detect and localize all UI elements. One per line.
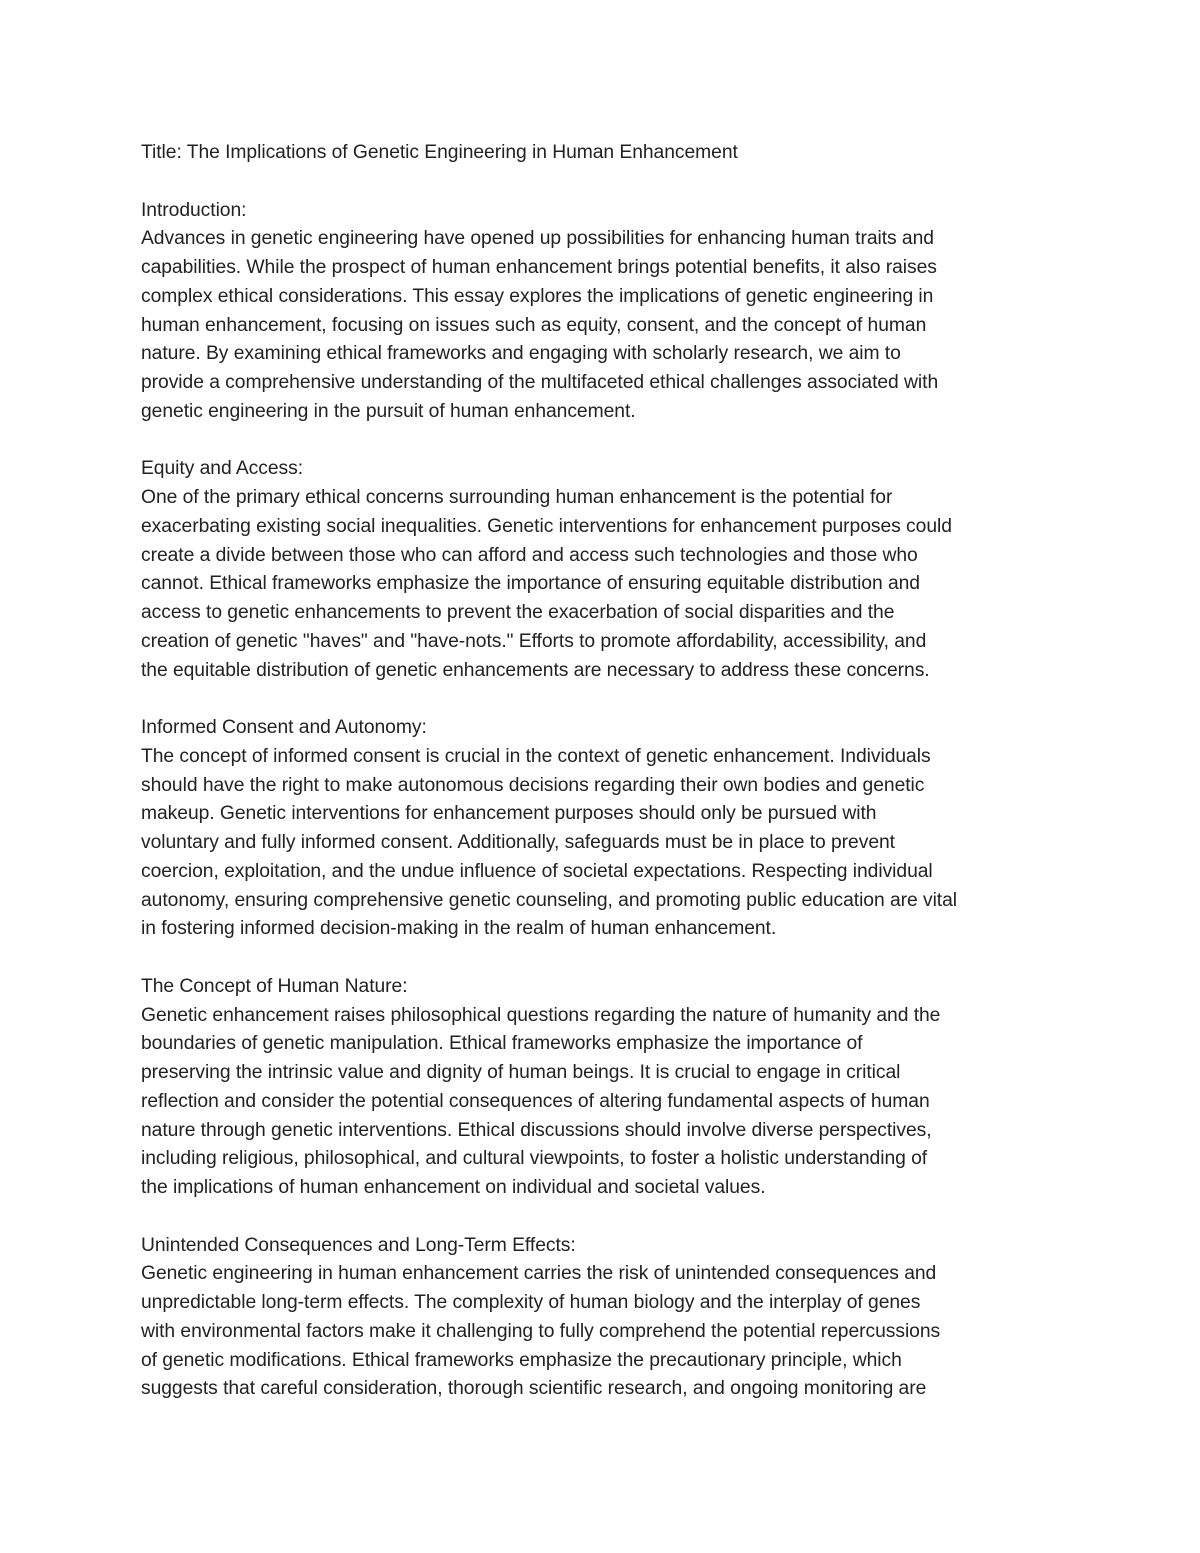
paragraph-line: makeup. Genetic interventions for enhancement purposes should only be pursued with (141, 803, 877, 825)
paragraph-line: of genetic modifications. Ethical frameworks emphasize the precautionary principle, which (141, 1349, 902, 1371)
section-heading: Introduction: (141, 199, 247, 221)
document-page (141, 139, 1066, 1433)
section-heading: The Concept of Human Nature: (141, 975, 408, 997)
paragraph-line: Advances in genetic engineering have opened up possibilities for enhancing human traits and (141, 228, 934, 250)
document-section (141, 1232, 1066, 1405)
paragraph-line: provide a comprehensive understanding of the multifaceted ethical challenges associated with (141, 372, 939, 393)
document-title: Title: The Implications of Genetic Engineering in Human Enhancement (141, 142, 738, 163)
paragraph-line: Genetic enhancement raises philosophical questions regarding the nature of humanity and the (141, 1004, 941, 1026)
paragraph-line: coercion, exploitation, and the undue influence of societal expectations. Respecting individual (141, 860, 933, 882)
paragraph-line: human enhancement, focusing on issues such as equity, consent, and the concept of human (141, 314, 927, 336)
paragraph-line: including religious, philosophical, and cultural viewpoints, to foster a holistic understanding of (141, 1148, 928, 1170)
paragraph-line: in fostering informed decision-making in the realm of human enhancement. (141, 918, 777, 940)
document-section (141, 714, 1066, 944)
paragraph-line: cannot. Ethical frameworks emphasize the importance of ensuring equitable distribution and (141, 573, 920, 595)
paragraph-line: suggests that careful consideration, thorough scientific research, and ongoing monitoring are (141, 1378, 927, 1400)
section-heading: Informed Consent and Autonomy: (141, 717, 427, 738)
paragraph-line: with environmental factors make it challenging to fully comprehend the potential repercussions (141, 1320, 941, 1342)
paragraph-line: should have the right to make autonomous decisions regarding their own bodies and genetic (141, 774, 925, 796)
paragraph-line: nature through genetic interventions. Ethical discussions should involve diverse perspectives, (141, 1119, 932, 1141)
paragraph-line: voluntary and fully informed consent. Additionally, safeguards must be in place to prevent (141, 832, 895, 853)
paragraph-line: capabilities. While the prospect of human enhancement brings potential benefits, it also raises (141, 257, 937, 278)
paragraph-line: preserving the intrinsic value and dignity of human beings. It is crucial to engage in critical (141, 1062, 901, 1083)
document-section (141, 197, 1066, 427)
paragraph-line: creation of genetic "haves" and "have-nots." Efforts to promote affordability, accessibility, and (141, 630, 927, 652)
paragraph-line: autonomy, ensuring comprehensive genetic counseling, and promoting public education are vital (141, 889, 958, 911)
paragraph-line: create a divide between those who can afford and access such technologies and those who (141, 544, 918, 566)
paragraph-line: The concept of informed consent is crucial in the context of genetic enhancement. Individuals (141, 745, 931, 767)
paragraph-line: complex ethical considerations. This essay explores the implications of genetic engineering in (141, 285, 934, 307)
paragraph-line: access to genetic enhancements to prevent the exacerbation of social disparities and the (141, 602, 895, 623)
paragraph-line: nature. By examining ethical frameworks and engaging with scholarly research, we aim to (141, 343, 901, 365)
section-heading: Unintended Consequences and Long-Term Effects: (141, 1234, 576, 1256)
paragraph-line: the equitable distribution of genetic enhancements are necessary to address these concerns. (141, 659, 930, 681)
section-heading: Equity and Access: (141, 458, 304, 480)
paragraph-line: One of the primary ethical concerns surrounding human enhancement is the potential for (141, 487, 893, 508)
paragraph-line: reflection and consider the potential consequences of altering fundamental aspects of human (141, 1090, 930, 1112)
document-section (141, 455, 1066, 685)
paragraph-line: the implications of human enhancement on individual and societal values. (141, 1177, 766, 1198)
paragraph-line: Genetic engineering in human enhancement carries the risk of unintended consequences and (141, 1263, 937, 1285)
paragraph-line: exacerbating existing social inequalities. Genetic interventions for enhancement purposes could (141, 515, 952, 537)
paragraph-line: boundaries of genetic manipulation. Ethical frameworks emphasize the importance of (141, 1033, 863, 1055)
document-body (141, 197, 1066, 1405)
paragraph-line: genetic engineering in the pursuit of human enhancement. (141, 400, 636, 422)
paragraph-line: unpredictable long-term effects. The complexity of human biology and the interplay of genes (141, 1292, 921, 1313)
document-section (141, 973, 1066, 1203)
